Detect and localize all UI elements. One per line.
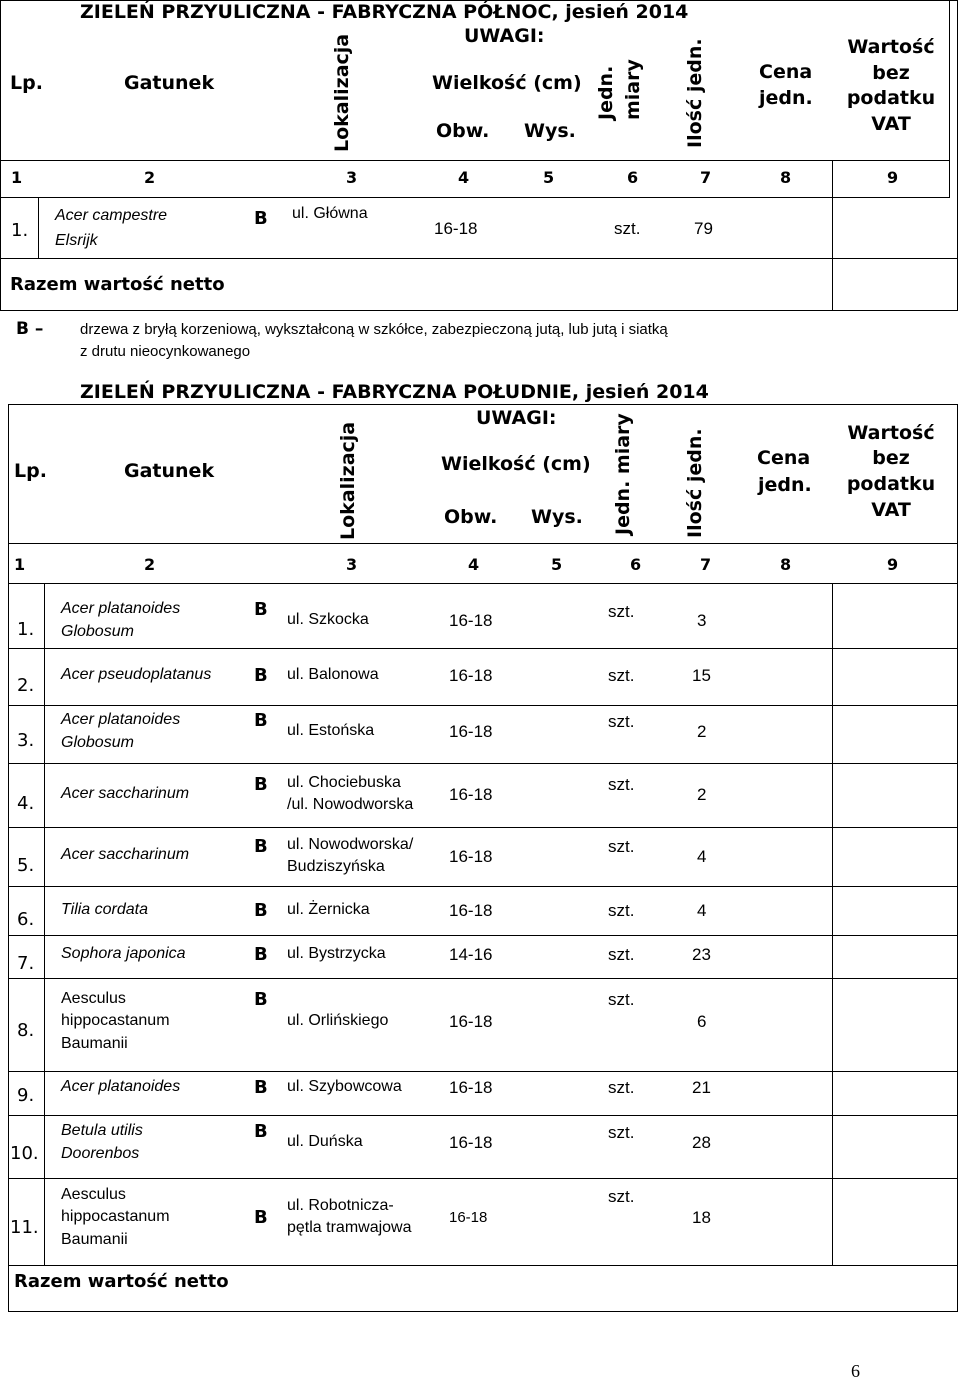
row-location-2: Budziszyńska	[287, 858, 385, 875]
row-qty: 6	[697, 1012, 707, 1031]
header-gatunek: Gatunek	[124, 460, 215, 482]
row-lp: 11.	[10, 1217, 39, 1238]
row-b-code: B	[254, 944, 268, 965]
header-wartosc: Wartość	[847, 36, 935, 58]
header-obw: Obw.	[436, 120, 490, 142]
header-wys: Wys.	[524, 120, 576, 142]
row-unit: szt.	[608, 837, 635, 856]
header-wartosc-bez: bez	[872, 62, 910, 84]
row-b-code: B	[254, 208, 268, 229]
row-size: 16-18	[449, 1078, 493, 1097]
row-location: ul. Nowodworska/	[287, 836, 414, 853]
row-qty: 2	[697, 722, 707, 741]
row-location-2: pętla tramwajowa	[287, 1219, 412, 1236]
row-lp: 1.	[17, 619, 35, 640]
header-uwagi: UWAGI:	[476, 407, 557, 429]
row-b-code: B	[254, 1121, 268, 1142]
header-cena: Cena	[757, 447, 811, 469]
row-location: ul. Bystrzycka	[287, 945, 386, 962]
col-number: 7	[700, 555, 712, 574]
header-uwagi: UWAGI:	[464, 25, 545, 47]
row-species: Acer campestre	[55, 207, 168, 224]
row-qty: 79	[694, 219, 713, 238]
row-b-code: B	[254, 1077, 268, 1098]
row-location: ul. Szybowcowa	[287, 1078, 402, 1095]
row-lp: 4.	[17, 793, 35, 814]
header-wielkosc: Wielkość (cm)	[441, 453, 591, 475]
row-cultivar: Baumanii	[61, 1035, 128, 1052]
row-size: 16-18	[449, 785, 493, 804]
row-b-code: B	[254, 665, 268, 686]
row-qty: 4	[697, 901, 707, 920]
header-lp: Lp.	[10, 72, 43, 94]
row-qty: 28	[692, 1133, 711, 1152]
col-number: 4	[458, 168, 470, 187]
row-unit: szt.	[608, 945, 635, 964]
row-size: 16-18	[449, 901, 493, 920]
col-number: 7	[700, 168, 712, 187]
row-unit: szt.	[608, 901, 635, 920]
row-b-code: B	[254, 710, 268, 731]
col-number: 6	[630, 555, 642, 574]
row-unit: szt.	[608, 990, 635, 1009]
header-lp: Lp.	[14, 460, 47, 482]
header-jedn-miary: Jedn. miary	[612, 413, 634, 535]
row-cultivar: Elsrijk	[55, 232, 98, 249]
row-species-2: hippocastanum	[61, 1208, 170, 1225]
row-size: 14-16	[449, 945, 493, 964]
header-wartosc-bez: bez	[872, 447, 910, 469]
table-2-title: ZIELEŃ PRZYULICZNA - FABRYCZNA POŁUDNIE, jesień 2014	[80, 381, 709, 403]
col-number: 3	[346, 555, 358, 574]
header-wartosc-vat: VAT	[871, 499, 911, 521]
row-species: Acer saccharinum	[61, 785, 190, 802]
row-unit: szt.	[608, 602, 635, 621]
row-location: ul. Balonowa	[287, 666, 379, 683]
row-cultivar: Globosum	[61, 623, 134, 640]
col-number: 5	[551, 555, 563, 574]
row-unit: szt.	[608, 1078, 635, 1097]
row-species: Betula utilis	[61, 1122, 143, 1139]
header-obw: Obw.	[444, 506, 498, 528]
row-size: 16-18	[449, 1209, 488, 1226]
row-location: ul. Szkocka	[287, 611, 369, 628]
row-lp: 9.	[17, 1085, 35, 1106]
col-number: 6	[627, 168, 639, 187]
row-location: ul. Duńska	[287, 1133, 363, 1150]
row-species: Tilia cordata	[61, 901, 149, 918]
col-number: 9	[887, 168, 899, 187]
row-lp: 10.	[10, 1143, 39, 1164]
header-cena-jedn: jedn.	[758, 474, 812, 496]
row-b-code: B	[254, 900, 268, 921]
row-unit: szt.	[608, 1187, 635, 1206]
header-wys: Wys.	[531, 506, 583, 528]
row-location: ul. Robotnicza-	[287, 1197, 394, 1214]
header-lokalizacja: Lokalizacja	[337, 421, 359, 540]
row-cultivar: Globosum	[61, 734, 134, 751]
row-size: 16-18	[449, 666, 493, 685]
row-unit: szt.	[608, 712, 635, 731]
row-size: 16-18	[449, 611, 493, 630]
row-qty: 23	[692, 945, 711, 964]
row-species: Acer platanoides	[61, 711, 181, 728]
row-unit: szt.	[614, 219, 641, 238]
header-wartosc-podatku: podatku	[846, 473, 936, 495]
row-species-2: hippocastanum	[61, 1012, 170, 1029]
row-b-code: B	[254, 774, 268, 795]
row-lp: 1.	[11, 220, 29, 241]
row-qty: 3	[697, 611, 707, 630]
total-label: Razem wartość netto	[10, 274, 225, 295]
row-qty: 21	[692, 1078, 711, 1097]
row-location: ul. Żernicka	[287, 901, 370, 918]
row-location: ul. Orlińskiego	[287, 1012, 389, 1029]
col-number: 2	[144, 168, 156, 187]
row-species: Acer saccharinum	[61, 846, 190, 863]
col-number: 5	[543, 168, 555, 187]
row-size: 16-18	[434, 219, 478, 238]
header-lokalizacja: Lokalizacja	[331, 33, 353, 152]
col-number: 2	[144, 555, 156, 574]
row-lp: 6.	[17, 909, 35, 930]
header-wartosc-vat: VAT	[871, 113, 911, 135]
row-size: 16-18	[449, 1012, 493, 1031]
row-unit: szt.	[608, 775, 635, 794]
row-species: Aesculus	[61, 1186, 126, 1203]
row-species: Acer platanoides	[61, 1078, 181, 1095]
row-size: 16-18	[449, 847, 493, 866]
legend-line-2: z drutu nieocynkowanego	[80, 343, 251, 360]
col-number: 3	[346, 168, 358, 187]
legend-code: B –	[16, 319, 44, 339]
row-b-code: B	[254, 989, 268, 1010]
row-unit: szt.	[608, 666, 635, 685]
header-jedn: Jedn.	[595, 65, 617, 120]
row-b-code: B	[254, 1207, 268, 1228]
row-lp: 8.	[17, 1020, 35, 1041]
row-species: Acer platanoides	[61, 600, 181, 617]
row-location: ul. Chociebuska	[287, 774, 401, 791]
col-number: 4	[468, 555, 480, 574]
row-unit: szt.	[608, 1123, 635, 1142]
row-qty: 15	[692, 666, 711, 685]
header-cena-jedn: jedn.	[759, 87, 813, 109]
row-size: 16-18	[449, 1133, 493, 1152]
col-number: 1	[14, 555, 26, 574]
row-species: Acer pseudoplatanus	[61, 666, 212, 683]
row-cultivar: Doorenbos	[61, 1145, 140, 1162]
header-ilosc: Ilość jedn.	[684, 38, 706, 148]
col-number: 1	[11, 168, 23, 187]
legend-line-1: drzewa z bryłą korzeniową, wykształconą w szkółce, zabezpieczoną jutą, lub jutą i siatką	[80, 321, 668, 338]
row-species: Aesculus	[61, 990, 126, 1007]
row-cultivar: Baumanii	[61, 1231, 128, 1248]
row-qty: 18	[692, 1208, 711, 1227]
row-size: 16-18	[449, 722, 493, 741]
col-number: 9	[887, 555, 899, 574]
page-number: 6	[851, 1361, 860, 1381]
col-number: 8	[780, 168, 792, 187]
header-wielkosc: Wielkość (cm)	[432, 72, 582, 94]
row-lp: 5.	[17, 855, 35, 876]
row-location: ul. Estońska	[287, 722, 375, 739]
col-number: 8	[780, 555, 792, 574]
header-gatunek: Gatunek	[124, 72, 215, 94]
row-qty: 2	[697, 785, 707, 804]
row-location: ul. Główna	[292, 205, 368, 222]
row-lp: 3.	[17, 730, 35, 751]
row-location-2: /ul. Nowodworska	[287, 796, 414, 813]
row-b-code: B	[254, 599, 268, 620]
row-b-code: B	[254, 836, 268, 857]
table-1-title: ZIELEŃ PRZYULICZNA - FABRYCZNA PÓŁNOC, jesień 2014	[80, 1, 689, 23]
row-species: Sophora japonica	[61, 945, 186, 962]
header-wartosc-podatku: podatku	[846, 87, 936, 109]
total-label: Razem wartość netto	[14, 1271, 229, 1292]
header-ilosc: Ilość jedn.	[684, 428, 706, 538]
row-lp: 7.	[17, 953, 35, 974]
header-miary: miary	[622, 59, 644, 120]
row-lp: 2.	[17, 675, 35, 696]
header-cena: Cena	[759, 61, 813, 83]
header-wartosc: Wartość	[847, 422, 935, 444]
row-qty: 4	[697, 847, 707, 866]
